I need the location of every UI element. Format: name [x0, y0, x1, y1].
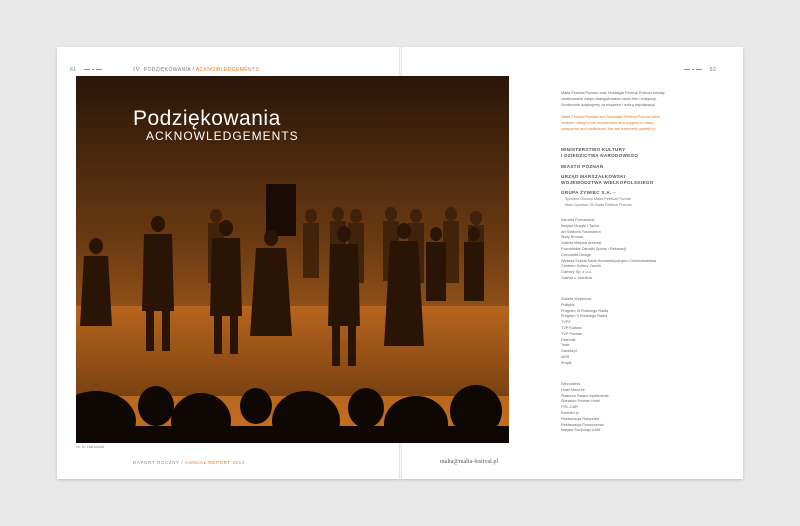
sponsor-note-pl: Sponsor Główny Malta Festival Poznań	[565, 197, 632, 201]
photo-credit: fot. M. Zakrzewski	[76, 445, 105, 449]
list-item: Wyższa Szkoła Nauk Humanistycznych i Dziennikarstwa	[561, 258, 657, 263]
list-item: Ewentm.pl	[561, 410, 579, 415]
list-item: Sheraton Poznań Hotel	[561, 399, 601, 404]
page-title-pl: Podziękowania	[133, 107, 281, 130]
list-item: Galeria Miejska Arsenał	[561, 241, 601, 246]
list-item: TVP Poznań	[561, 331, 583, 336]
chapter-header	[133, 67, 259, 73]
list-item: POL-CAR	[561, 405, 578, 410]
list-item: Centrum Kultury Zamek	[561, 264, 602, 269]
media-list	[561, 297, 608, 367]
list-item: Winnodiera	[561, 382, 581, 386]
sponsor-note-en: Main Sponsor Of Malta Festival Poznań	[565, 203, 632, 207]
list-item: Estrada Poznańska	[561, 218, 594, 222]
list-item: Empik	[561, 360, 572, 365]
footer-title-en: ANNUAL REPORT 2012	[184, 460, 245, 465]
list-item: Concordia Design	[561, 252, 592, 257]
list-item: TVP Kultura	[561, 325, 582, 330]
list-item: Instytut Muzyki i Tańca	[561, 223, 600, 228]
list-item: Restauracja Powozownia	[561, 422, 604, 427]
other-partners-list	[561, 382, 609, 434]
list-item: AMS	[561, 354, 570, 359]
section-title-en: ACKNOWLEDGEMENTS	[195, 67, 260, 73]
sponsor-ministry-2: I DZIEDZICTWA NARODOWEGO	[561, 153, 639, 158]
left-page-number: 61	[70, 67, 77, 73]
sponsor-ministry-1: MINISTERSTWO KULTURY	[561, 147, 626, 152]
list-item: Art Stations Foundation	[561, 229, 601, 234]
footer-email: malta@malta-festival.pl	[440, 459, 499, 465]
footer-separator: /	[181, 460, 184, 465]
ornament-icon	[84, 67, 102, 72]
list-item: Restauracja Rotundzie	[561, 416, 600, 421]
list-item: Gazeta.pl	[561, 349, 578, 354]
list-item: Galeria u Jezuitów	[561, 275, 593, 280]
footer-title-pl: RAPORT ROCZNY	[133, 460, 180, 465]
intro-text-pl: Malta Festival Poznań oraz Nostalgia Festival Poznań zostały zrealizowane dzięki zaangażowaniu wielu firm i instytucji. Serdecznie dziękujemy za wsparcie i dobrą współpracę!	[561, 91, 665, 107]
chapter-number: IV	[133, 67, 141, 73]
ornament-icon-right	[684, 67, 702, 72]
right-page-number: 62	[709, 67, 717, 73]
list-item: Poznańskie Ośrodki Sportu i Rekreacji	[561, 246, 626, 251]
section-title-pl: PODZIĘKOWANIA	[143, 67, 191, 73]
sponsor-zywiec: GRUPA ŻYWIEC S.A. –	[561, 190, 616, 195]
section-separator: /	[192, 67, 195, 73]
sponsor-marshal-2: WOJEWÓDZTWA WIELKOPOLSKIEGO	[561, 180, 654, 185]
sponsor-city: MIASTO POZNAŃ	[561, 164, 604, 169]
institutions-list	[561, 218, 656, 282]
list-item: Program II Polskiego Radia	[561, 314, 608, 319]
list-item: Stary Browar	[561, 235, 583, 240]
sponsor-marshal-1: URZĄD MARSZAŁKOWSKI	[561, 174, 626, 179]
right-page-header	[684, 67, 716, 73]
left-page-header	[70, 67, 102, 73]
list-item: Dziennik	[561, 337, 576, 342]
list-item: Hotel Mercure	[561, 387, 585, 392]
list-item: Instytut Socjologii UAM	[561, 428, 601, 433]
page-title-en: ACKNOWLEDGEMENTS	[146, 129, 299, 143]
intro-text-en: Malta Festival Poznań and Nostalgia Festival Poznań were realized owing to the involvement and support of many companies and institutions. We are extremely grateful to	[561, 115, 660, 131]
list-item: Gazeta Wyborcza	[561, 297, 592, 301]
left-footer	[133, 460, 245, 465]
list-item: TVP2	[561, 320, 571, 325]
list-item: Polityka	[561, 302, 575, 307]
list-item: Garbary Sp. z o.o.	[561, 270, 592, 275]
list-item: Program III Polskiego Radia	[561, 308, 609, 313]
list-item: Platinum Palace Apartments	[561, 393, 609, 398]
list-item: Teatr	[561, 343, 570, 348]
